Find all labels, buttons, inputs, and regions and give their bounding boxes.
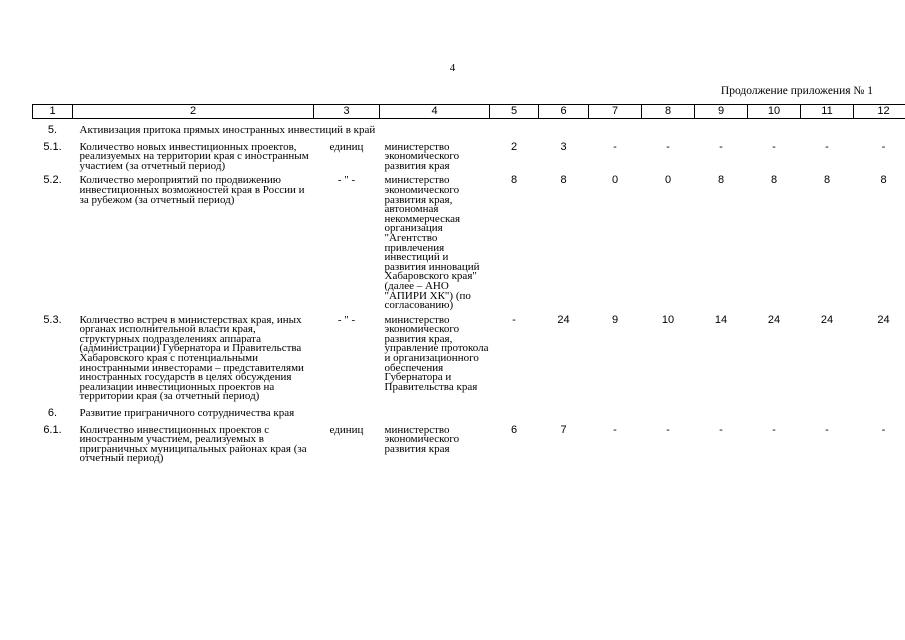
- indicator-number: 5.3.: [43, 313, 62, 326]
- value-cell: 8: [880, 174, 887, 187]
- value-cell: -: [613, 140, 617, 153]
- table-row: [33, 171, 905, 310]
- header-cell: 9: [695, 105, 748, 119]
- unit-of-measure: единиц: [329, 423, 364, 436]
- indicator-number: 5.2.: [43, 174, 62, 187]
- header-cell: 10: [748, 105, 801, 119]
- value-cell: 8: [823, 174, 831, 187]
- value-cell: 8: [770, 174, 778, 187]
- value-cell: 14: [714, 313, 728, 326]
- unit-of-measure: - " -: [337, 313, 356, 326]
- value-cell: 0: [664, 174, 672, 187]
- indicator-name: Количество мероприятий по продвижению инвестиционных возможностей края в России и за рубежом (за отчетный период): [79, 174, 305, 206]
- header-cell: 3: [314, 105, 380, 119]
- responsible-executor: министерство экономического развития края: [384, 423, 460, 455]
- header-cell: 6: [539, 105, 589, 119]
- section-number: 5.: [47, 124, 58, 136]
- header-cell: 12: [854, 105, 905, 119]
- indicator-number: 5.1.: [43, 140, 62, 153]
- appendix-title: Продолжение приложения № 1: [720, 85, 873, 97]
- value-cell: -: [666, 140, 670, 153]
- header-cell: 11: [801, 105, 854, 119]
- value-cell: 24: [557, 313, 570, 326]
- value-cell: -: [512, 313, 516, 326]
- section-title: Активизация притока прямых иностранных инвестиций в край: [79, 124, 376, 136]
- indicator-number: 6.1.: [43, 423, 62, 436]
- value-cell: -: [881, 140, 886, 153]
- section-row: [33, 119, 905, 138]
- header-cell: 1: [33, 105, 73, 119]
- table-row: [33, 138, 905, 172]
- responsible-executor: министерство экономического развития края, управление протокола и организационного обеспечения Губернатора и Правительства края: [384, 313, 489, 393]
- value-cell: -: [666, 423, 670, 436]
- header-cell: 2: [73, 105, 314, 119]
- indicator-name: Количество новых инвестиционных проектов, реализуемых на территории края с иностранным участием (за отчетный период): [79, 140, 309, 172]
- section-title: Развитие приграничного сотрудничества края: [79, 407, 295, 420]
- value-cell: 24: [767, 313, 781, 326]
- unit-of-measure: единиц: [329, 140, 364, 153]
- table-row: [33, 311, 905, 402]
- value-cell: 8: [510, 174, 518, 187]
- section-row: [33, 402, 905, 421]
- unit-of-measure: - " -: [337, 174, 356, 187]
- value-cell: 7: [560, 423, 567, 436]
- value-cell: 10: [661, 313, 675, 326]
- value-cell: -: [613, 423, 617, 436]
- value-cell: 9: [611, 313, 619, 326]
- value-cell: -: [825, 423, 829, 436]
- header-cell: 7: [589, 105, 642, 119]
- header-cell: 5: [490, 105, 539, 119]
- responsible-executor: министерство экономического развития края, автономная некоммерческая организация "Агентство привлечения инвестиций и развития инноваций Хабаровского края" (далее – АНО "АПИРИ ХК") (по согласованию): [384, 174, 480, 312]
- table-row: [33, 421, 905, 464]
- value-cell: -: [719, 140, 723, 153]
- section-number: 6.: [47, 407, 58, 420]
- page-number: 4: [449, 62, 456, 74]
- value-cell: 8: [560, 174, 567, 187]
- value-cell: 6: [510, 423, 518, 436]
- indicator-name: Количество встреч в министерствах края, иных органах исполнительной власти края, структурных подразделениях аппарата (администрации) Губернатора и Правительства Хабаровского края с потенциальными иностранными инвесторами – представителями иностранных государств в целях обсуждения реализации инвестиционных проектов на территории края (за отчетный период): [79, 313, 304, 403]
- value-cell: -: [772, 140, 776, 153]
- value-cell: 3: [560, 140, 567, 153]
- value-cell: 8: [717, 174, 725, 187]
- header-row: [33, 105, 905, 119]
- value-cell: 2: [510, 140, 518, 153]
- value-cell: -: [719, 423, 723, 436]
- responsible-executor: министерство экономического развития края: [384, 140, 460, 172]
- value-cell: 0: [611, 174, 619, 187]
- value-cell: -: [825, 140, 829, 153]
- value-cell: 24: [820, 313, 834, 326]
- indicators-table: [32, 104, 905, 464]
- value-cell: -: [881, 423, 886, 436]
- value-cell: 24: [877, 313, 890, 326]
- indicator-name: Количество инвестиционных проектов с иностранным участием, реализуемых в приграничных муниципальных районах края (за отчетный период): [79, 423, 307, 465]
- header-cell: 8: [642, 105, 695, 119]
- value-cell: -: [772, 423, 776, 436]
- header-cell: 4: [380, 105, 490, 119]
